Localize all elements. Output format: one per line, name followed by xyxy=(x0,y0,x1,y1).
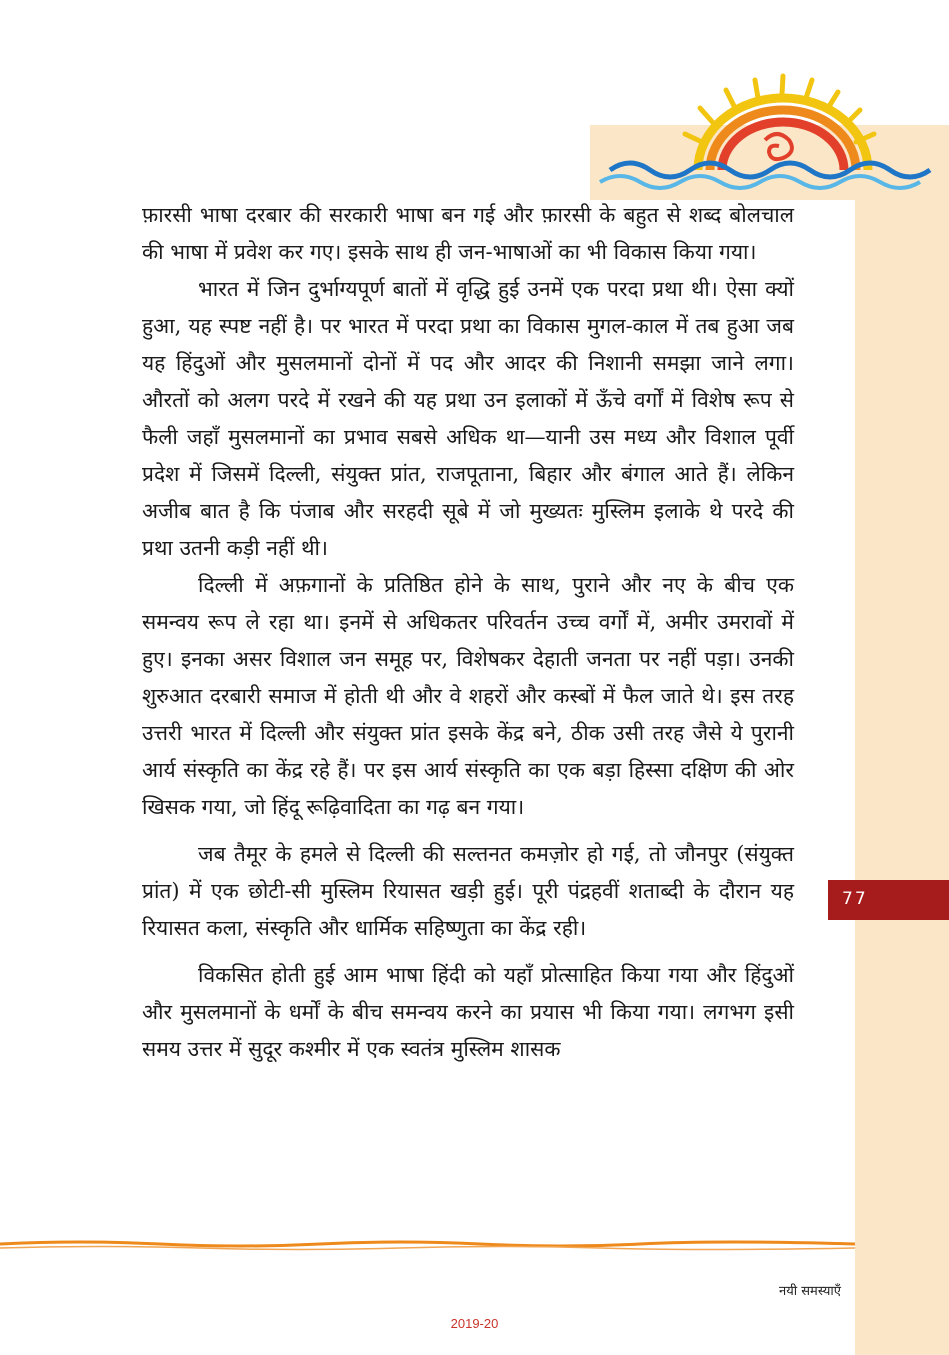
chapter-title-footer: नयी समस्याएँ xyxy=(779,1284,841,1299)
page-number: 77 xyxy=(842,889,868,909)
paragraph: भारत में जिन दुर्भाग्यपूर्ण बातों में वृद्धि हुई उनमें एक परदा प्रथा थी। ऐसा क्यों हुआ, यह स्पष्ट नहीं है। पर भारत में परदा प्रथा का विकास मुगल-काल में तब हुआ जब यह हिंदुओं और मुसलमानों दोनों में पद और आदर की निशानी समझा जाने लगा। औरतों को अलग परदे में रखने की यह प्रथा उन इलाकों में ऊँचे वर्गों में विशेष रूप से फैली जहाँ मुसलमानों का प्रभाव सबसे अधिक था—यानी उस मध्य और विशाल पूर्वी प्रदेश में जिसमें दिल्ली, संयुक्त प्रांत, राजपूताना, बिहार और बंगाल आते हैं। लेकिन अजीब बात है कि पंजाब और सरहदी सूबे में जो मुख्यतः मुस्लिम इलाके थे परदे की प्रथा उतनी कड़ी नहीं थी। xyxy=(142,277,794,560)
paragraph: विकसित होती हुई आम भाषा हिंदी को यहाँ प्रोत्साहित किया गया और हिंदुओं और मुसलमानों के धर्मों के बीच समन्वय करने का प्रयास भी किया गया। लगभग इसी समय उत्तर में सुदूर कश्मीर में एक स्वतंत्र मुस्लिम शासक xyxy=(142,963,794,1061)
sun-waves-illustration xyxy=(590,70,949,205)
side-margin-band xyxy=(855,200,949,1355)
footer-rule xyxy=(0,1238,855,1252)
page-number-tab xyxy=(828,880,949,920)
paragraph: जब तैमूर के हमले से दिल्ली की सल्तनत कमज़ोर हो गई, तो जौनपुर (संयुक्त प्रांत) में एक छोटी-सी मुस्लिम रियासत खड़ी हुई। पूरी पंद्रहवीं शताब्दी के दौरान यह रियासत कला, संस्कृति और धार्मिक सहिष्णुता का केंद्र रही। xyxy=(142,842,794,940)
paragraph: दिल्ली में अफ़गानों के प्रतिष्ठित होने के साथ, पुराने और नए के बीच एक समन्वय रूप ले रहा था। इनमें से अधिकतर परिवर्तन उच्च वर्गों में, अमीर उमरावों में हुए। इनका असर विशाल जन समूह पर, विशेषकर देहाती जनता पर नहीं पड़ा। उनकी शुरुआत दरबारी समाज में होती थी और वे शहरों और कस्बों में फैल जाते थे। इस तरह उत्तरी भारत में दिल्ली और संयुक्त प्रांत इसके केंद्र बने, ठीक उसी तरह जैसे ये पुरानी आर्य संस्कृति का केंद्र रहे हैं। पर इस आर्य संस्कृति का एक बड़ा हिस्सा दक्षिण की ओर खिसक गया, जो हिंदू रूढ़िवादिता का गढ़ बन गया। xyxy=(142,573,794,819)
paragraph: फ़ारसी भाषा दरबार की सरकारी भाषा बन गई और फ़ारसी के बहुत से शब्द बोलचाल की भाषा में प्रवेश कर गए। इसके साथ ही जन-भाषाओं का भी विकास किया गया। xyxy=(142,203,794,264)
body-text xyxy=(142,197,794,1068)
edition-year: 2019-20 xyxy=(450,1316,499,1331)
